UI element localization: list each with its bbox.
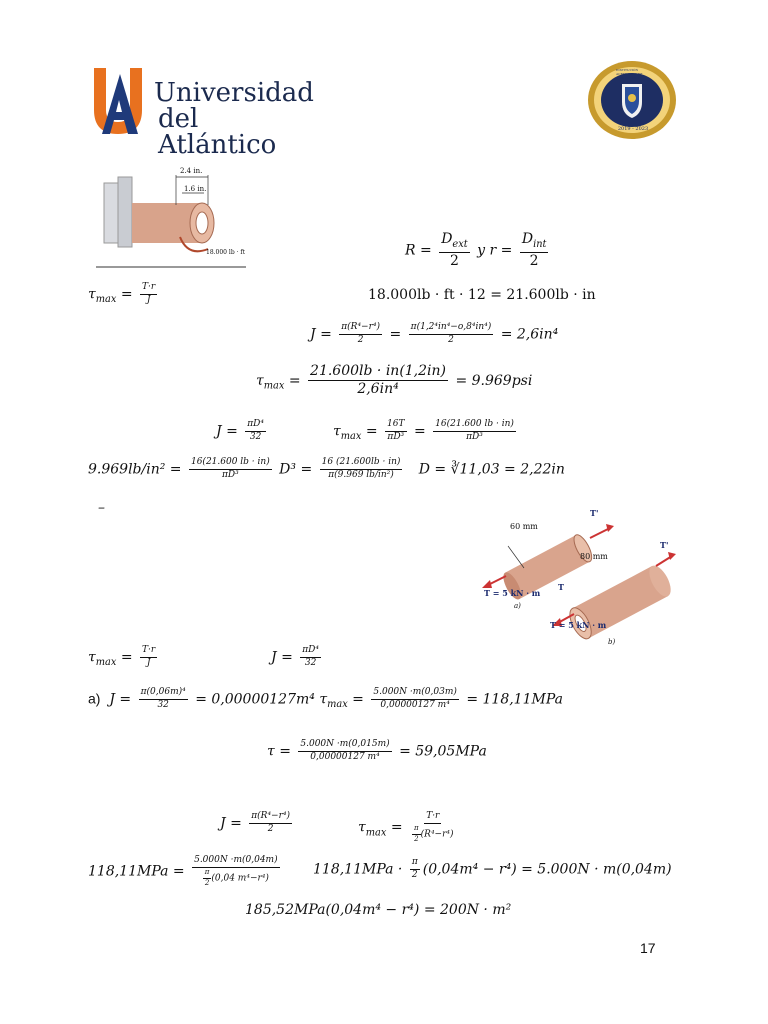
l9-den-c: (0,04 m⁴−r⁴)	[211, 873, 269, 884]
polar-moment-solid	[216, 420, 269, 443]
tprime-b-label: T'	[660, 540, 669, 550]
a-J-den: 32	[157, 699, 169, 710]
tau-sub-6: max	[365, 827, 387, 839]
tau5-den: 0,00000127 m⁴	[310, 751, 380, 762]
dim-inner-label: 1.6 in.	[184, 185, 207, 193]
J6-den: 2	[267, 823, 274, 834]
line7-D: D = ∛11,03 = 2,22in	[418, 461, 565, 478]
tau-inner-result	[267, 740, 487, 763]
line7-f2-num: 16 (21.600lb · in)	[320, 458, 403, 470]
tau-sub-5: max	[327, 699, 348, 711]
tau-sub-2: max	[263, 380, 285, 392]
hollow-solve-line	[88, 856, 283, 887]
r-num: D	[521, 231, 534, 247]
label-b: b)	[608, 638, 616, 646]
J1-lhs: J =	[310, 326, 332, 343]
tau-sub: max	[95, 294, 117, 306]
l9-pi: π	[410, 858, 420, 870]
tau-max-formula-2: $\tau_{max}$ = $\frac{T\cdot r}{J}$	[88, 645, 156, 669]
a-J: J =	[109, 691, 132, 708]
polar-moment-hollow	[220, 812, 295, 835]
J6-lhs: J =	[220, 815, 242, 832]
tau3-den: πD³	[387, 431, 405, 442]
label-a: a)	[514, 602, 521, 610]
a-tau-num: 5.000N ·m(0,03m)	[371, 688, 459, 700]
r-num-sub: int	[533, 238, 547, 250]
torque-b-label: T = 5 kN · m	[550, 620, 607, 630]
tau6-den-c: (R⁴−r⁴)	[420, 829, 454, 840]
two-shafts-figure	[478, 508, 678, 654]
tau-symbol-6: τ	[358, 819, 366, 836]
a-J-num: π(0,06m)⁴	[139, 688, 188, 700]
J2-lhs: J =	[216, 423, 238, 440]
a-J-rhs: = 0,00000127m⁴	[195, 691, 315, 708]
J4-num: πD⁴	[300, 646, 321, 658]
tau-symbol: τ	[88, 286, 96, 303]
polar-moment-solid-2	[271, 646, 324, 669]
J1-f1-num: π(R⁴−r⁴)	[339, 323, 382, 335]
R-den: 2	[449, 252, 459, 269]
J2-den: 32	[249, 431, 262, 442]
tau-max-result-1: $\tau_{max}$ = $\frac{21.600lb \cdot in(1,2in)}{\text{2,6in⁴}}$ = 9.969psi	[256, 363, 533, 398]
line7-D3: D³ =	[279, 461, 313, 478]
J6-num: π(R⁴−r⁴)	[249, 812, 292, 824]
dim-a-label: 60 mm	[510, 522, 538, 531]
tau-max-hollow: $\tau_{max}$ = T·r $\frac{\pi}{2}$ (R⁴−r⁴)	[358, 811, 454, 843]
line7-f2-den: π(9.969 lb/in²)	[328, 469, 394, 480]
tau5-num: 5.000N ·m(0,015m)	[298, 740, 391, 752]
tau-num: T·r	[140, 283, 157, 295]
J1-f1-den: 2	[357, 334, 364, 345]
l9-mid: 118,11MPa ·	[313, 861, 403, 878]
tau-sub-4: max	[95, 657, 117, 669]
hollow-solve-line-2	[313, 858, 672, 881]
tau-max-solid: $\tau_{max}$ = $\frac{16T}{\text{πD³}}$ = $\frac{16(21.600 lb \cdot in)}{\text{πD³}}$	[333, 419, 514, 443]
l9-den-b: 2	[204, 878, 210, 887]
tau5-lhs: τ =	[267, 743, 291, 760]
tau3-num2: 16(21.600 lb · in)	[433, 420, 516, 432]
hollow-shaft-figure	[96, 165, 246, 270]
J1-f2-num: π(1,2⁴in⁴−o,8⁴in⁴)	[409, 323, 494, 335]
J1-rhs: = 2,6in⁴	[500, 326, 559, 343]
two-shafts-drawing-icon	[478, 508, 678, 654]
part-a-line: a) J = $\frac{\text{π(0,06m)⁴}}{32}$ = 0,00000127m⁴ $\tau_{max}$ = $\frac{5.000N \cdot m(0,03m)}{\text{0,00000127 m⁴}}$ = 118,11MPa	[88, 687, 563, 711]
t-label: T	[558, 582, 564, 592]
torque-a-label: T = 5 kN · m	[484, 588, 541, 598]
R-lhs: R =	[405, 242, 432, 259]
logo-line1: Universidad	[154, 78, 314, 108]
tau2-den: 2,6in⁴	[357, 381, 399, 398]
dim-outer-label: 2.4 in.	[180, 167, 203, 175]
tprime-a-label: T'	[590, 508, 599, 518]
tau4-num: T·r	[140, 646, 157, 658]
university-logo	[88, 64, 314, 160]
line7-lhs: 9.969lb/in² =	[88, 461, 182, 478]
tau6-num: T·r	[424, 812, 441, 824]
tau3-den2: πD³	[466, 431, 483, 442]
l9-two: 2	[411, 869, 418, 880]
torque-conversion: 18.000lb · ft · 12 = 21.600lb · in	[368, 287, 596, 303]
l9-den-a: π	[203, 869, 212, 879]
tau2-rhs: = 9.969psi	[455, 372, 533, 389]
logo-line2: del Atlántico	[158, 104, 277, 160]
tau-symbol-3: τ	[333, 423, 341, 440]
part-a-label: a)	[88, 690, 101, 707]
torque-label: 18.000 lb · ft	[206, 249, 246, 256]
J1-f2-den: 2	[448, 334, 454, 345]
tau-symbol-5: τ	[319, 691, 328, 708]
tau2-num: 21.600lb · in(1,2in)	[308, 364, 448, 381]
J4-lhs: J =	[271, 649, 293, 666]
seal-years: 2019 - 2023	[617, 126, 649, 132]
tau-den: J	[146, 294, 151, 305]
R-num-sub: ext	[452, 238, 468, 250]
dim-b-label: 80 mm	[580, 552, 608, 561]
J2-num: πD⁴	[245, 420, 266, 432]
tau5-rhs: = 59,05MPa	[399, 743, 487, 760]
tau-symbol-2: τ	[256, 372, 264, 389]
page-number: 17	[640, 940, 656, 956]
dash: –	[98, 500, 105, 516]
a-tau-rhs: = 118,11MPa	[466, 691, 563, 708]
tau-max-formula-1: $\tau_{max}$ = $\frac{T\cdot r}{J}$	[88, 282, 156, 306]
polar-moment-1: J = $\frac{\text{π(R⁴−r⁴)}}{2}$ = $\frac{\text{π(1,2⁴in⁴−o,8⁴in⁴)}}{2}$ = 2,6in⁴	[310, 322, 559, 345]
R-num: D	[441, 231, 453, 247]
tau4-den: J	[146, 657, 151, 668]
diameter-solution	[88, 458, 565, 481]
tau3-num: 16T	[385, 420, 406, 432]
y-r: y r =	[477, 242, 513, 259]
accreditation-seal	[586, 60, 678, 140]
r-den: 2	[529, 252, 539, 269]
tau6-den-b: 2	[414, 834, 419, 843]
tau6-den-a: π	[412, 825, 421, 835]
tau-symbol-4: τ	[88, 649, 96, 666]
l9-num: 5.000N ·m(0,04m)	[192, 856, 280, 868]
l9-rhs: (0,04m⁴ − r⁴) = 5.000N · m(0,04m)	[422, 861, 672, 878]
line7-f1-den: πD³	[221, 469, 239, 480]
seal-text: INSTITUCIÓN ACREDITADA DE ALTA CALIDAD	[616, 68, 643, 80]
ua-logo-icon	[88, 64, 152, 140]
J4-den: 32	[304, 657, 317, 668]
final-equation: 185,52MPa(0,04m⁴ − r⁴) = 200N · m²	[245, 902, 512, 918]
tau-sub-3: max	[340, 431, 362, 443]
radius-definition	[405, 232, 551, 269]
l9-lhs: 118,11MPa =	[88, 863, 185, 880]
line7-f1-num: 16(21.600 lb · in)	[189, 458, 272, 470]
a-tau-den: 0,00000127 m⁴	[380, 699, 450, 710]
